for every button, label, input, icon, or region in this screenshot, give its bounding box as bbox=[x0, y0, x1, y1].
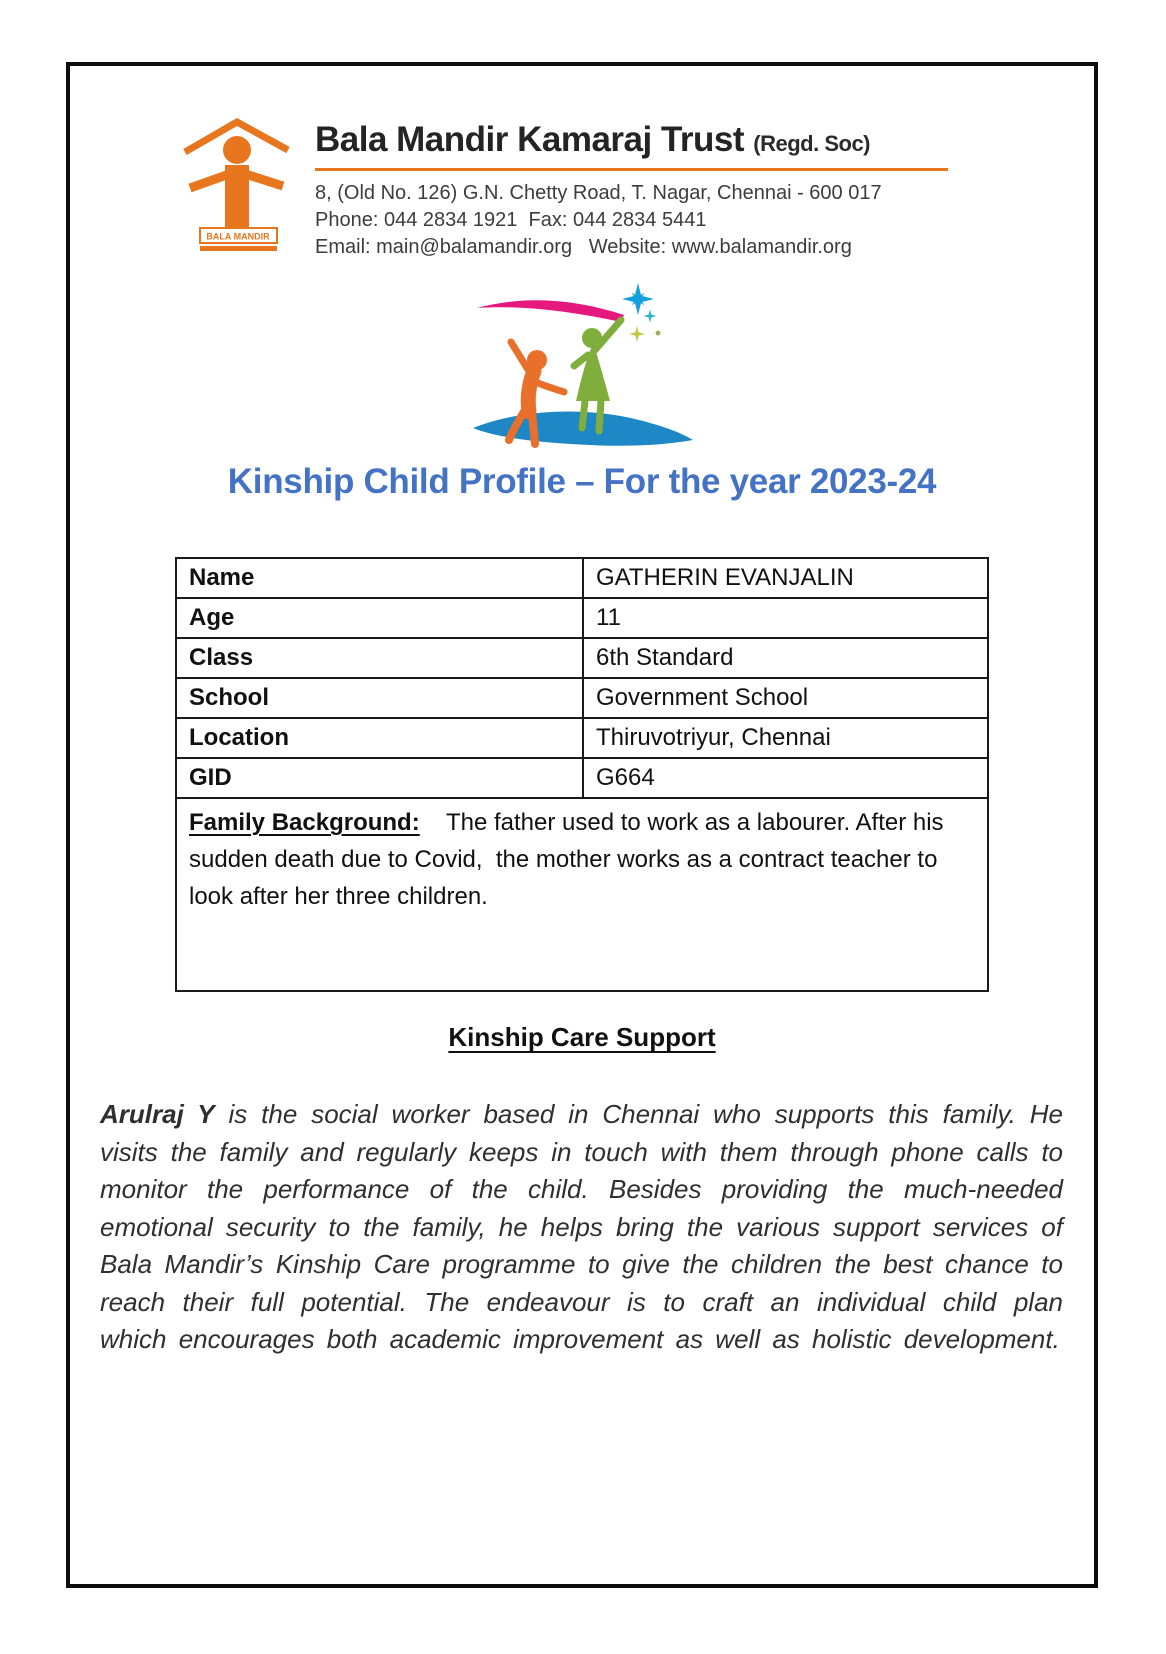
org-name bbox=[315, 120, 975, 160]
kinship-care-support-heading-text: Kinship Care Support bbox=[448, 1022, 716, 1052]
row-value-class: 6th Standard bbox=[583, 638, 988, 678]
orange-divider bbox=[315, 168, 948, 171]
org-name-text: Bala Mandir Kamaraj Trust bbox=[315, 120, 745, 159]
org-phone-fax: Phone: 044 2834 1921 Fax: 044 2834 5441 bbox=[315, 209, 707, 231]
children-stars-logo bbox=[435, 258, 735, 453]
org-regd: (Regd. Soc) bbox=[753, 131, 871, 156]
logo-caption bbox=[200, 228, 277, 251]
table-row bbox=[176, 798, 988, 991]
table-row bbox=[176, 678, 988, 718]
sparkle-stars-icon bbox=[622, 283, 660, 342]
row-value-name: GATHERIN EVANJALIN bbox=[583, 558, 988, 598]
row-value-school: Government School bbox=[583, 678, 988, 718]
row-value-location: Thiruvotriyur, Chennai bbox=[583, 718, 988, 758]
profile-table bbox=[175, 557, 989, 992]
bala-mandir-logo-icon bbox=[172, 96, 298, 254]
row-label-gid: GID bbox=[176, 758, 583, 798]
row-label-class: Class bbox=[176, 638, 583, 678]
org-contact-block bbox=[315, 180, 995, 261]
family-background-text: The father used to work as a labourer. After his sudden death due to Covid, the mother works as a contract teacher to look after her three children. bbox=[189, 809, 951, 910]
row-label-school: School bbox=[176, 678, 583, 718]
table-row bbox=[176, 638, 988, 678]
family-background-label: Family Background: bbox=[189, 809, 420, 836]
family-background-cell bbox=[176, 798, 988, 991]
person-icon bbox=[190, 136, 283, 228]
org-email-website: Email: main@balamandir.org Website: www.balamandir.org bbox=[315, 236, 852, 258]
svg-text:BALA MANDIR: BALA MANDIR bbox=[206, 231, 270, 242]
social-worker-name: Arulraj Y bbox=[100, 1099, 215, 1129]
pink-ribbon bbox=[477, 300, 624, 322]
green-child-figure bbox=[574, 320, 621, 431]
kinship-care-support-body: is the social worker based in Chennai who supports this family. He visits the family and regularly keeps in touch with them through phone calls to monitor the performance of the child. Besides providing the much-needed emotional security to the family, he helps bring the various support services of Bala Mandir’s Kinship Care programme to give the children the best chance to reach their full potential. The endeavour is to craft an individual child plan which encourages both academic improvement as well as holistic development. bbox=[100, 1099, 1063, 1354]
page-title: Kinship Child Profile – For the year 2023-24 bbox=[227, 462, 937, 501]
row-label-name: Name bbox=[176, 558, 583, 598]
kinship-care-support-heading bbox=[67, 1022, 1097, 1053]
org-header bbox=[315, 120, 975, 160]
kinship-care-support-paragraph bbox=[100, 1096, 1063, 1359]
table-row bbox=[176, 718, 988, 758]
table-row bbox=[176, 758, 988, 798]
row-label-location: Location bbox=[176, 718, 583, 758]
row-value-age: 11 bbox=[583, 598, 988, 638]
org-address: 8, (Old No. 126) G.N. Chetty Road, T. Nagar, Chennai - 600 017 bbox=[315, 182, 882, 204]
table-row bbox=[176, 598, 988, 638]
row-value-gid: G664 bbox=[583, 758, 988, 798]
row-label-age: Age bbox=[176, 598, 583, 638]
table-row bbox=[176, 558, 988, 598]
